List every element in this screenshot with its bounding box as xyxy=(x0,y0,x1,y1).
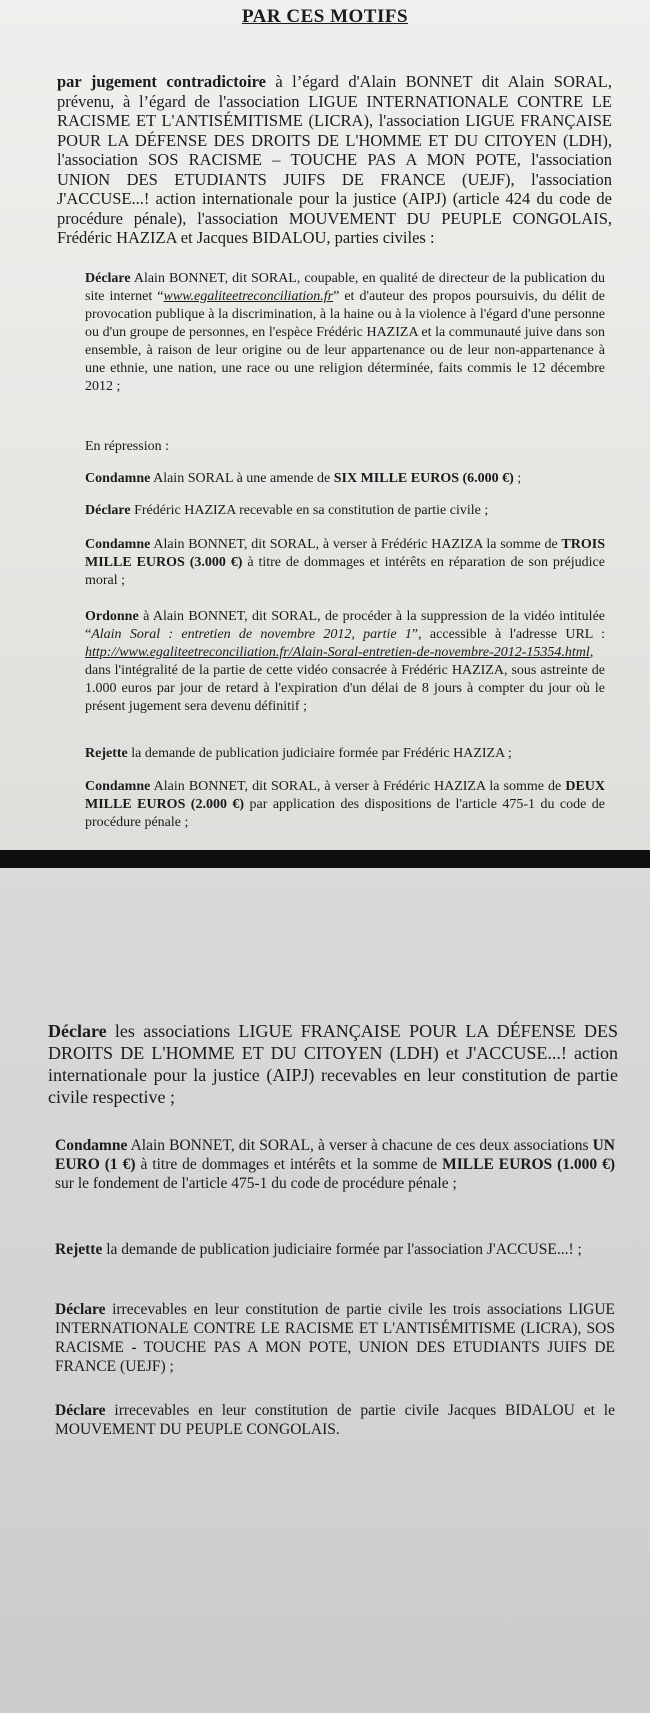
paragraph-text: , dans l'intégralité de la partie de cette vidéo consacrée à Frédéric HAZIZA, sous astreinte de 1.000 euros par jour de retard à l'expiration d'un délai de 8 jours à compter du jour où le présent jugement sera devenu définitif ; xyxy=(85,645,605,714)
declare-guilty-paragraph xyxy=(85,270,605,396)
paragraph-text: ; xyxy=(513,471,522,486)
keyword-ordonne: Ordonne xyxy=(85,609,139,624)
repression-heading: En répression : xyxy=(85,439,169,454)
damages-amount: TROIS MILLE EUROS (3.000 €) xyxy=(85,537,605,570)
keyword-declare: Déclare xyxy=(85,271,131,286)
keyword-condamne: Condamne xyxy=(85,537,151,552)
paragraph-text: Alain BONNET, dit SORAL, à verser à Frédéric HAZIZA la somme de xyxy=(150,779,566,794)
paragraph-text: irrecevables en leur constitution de partie civile les trois associations LIGUE INTERNATIONALE CONTRE LE RACISME ET L'ANTISÉMITISME (LICRA), SOS RACISME - TOUCHE PAS A MON POTE, UNION DES ETUDIANTS JUIFS DE FRANCE (UEJF) ; xyxy=(55,1301,615,1375)
keyword-declare: Déclare xyxy=(85,503,131,518)
video-title: Alain Soral : entretien de novembre 2012, partie 1 xyxy=(91,627,412,642)
judgment-page-2 xyxy=(0,868,650,1713)
paragraph-text: la demande de publication judiciaire formée par l'association J'ACCUSE...! ; xyxy=(102,1241,582,1258)
condamne-costs-paragraph xyxy=(85,778,605,832)
page-separator xyxy=(0,850,650,868)
paragraph-text: par application des dispositions de l'article 475-1 du code de procédure pénale ; xyxy=(85,797,606,830)
site-link[interactable]: www.egaliteetreconciliation.fr xyxy=(163,289,334,304)
condamne-damages-paragraph xyxy=(85,536,605,590)
paragraph-text: sur le fondement de l'article 475-1 du code de procédure pénale ; xyxy=(55,1175,457,1192)
section-title: PAR CES MOTIFS xyxy=(241,6,409,27)
paragraph-text: à Alain BONNET, dit SORAL, de procéder à la suppression de la vidéo intitulée “ xyxy=(85,609,605,642)
keyword-declare: Déclare xyxy=(55,1402,106,1419)
keyword-condamne: Condamne xyxy=(55,1137,128,1154)
condamne-associations-paragraph xyxy=(55,1136,615,1193)
fine-amount: SIX MILLE EUROS (6.000 €) xyxy=(333,471,514,486)
thousand-euro-amount: MILLE EUROS (1.000 €) xyxy=(442,1156,615,1173)
one-euro-amount: UN EURO (1 €) xyxy=(55,1137,615,1173)
paragraph-text: irrecevables en leur constitution de partie civile Jacques BIDALOU et le MOUVEMENT DU PEUPLE CONGOLAIS. xyxy=(55,1402,615,1438)
keyword-declare: Déclare xyxy=(48,1021,107,1041)
paragraph-text: Frédéric HAZIZA recevable en sa constitution de partie civile ; xyxy=(130,503,489,518)
intro-paragraph xyxy=(57,72,612,248)
paragraph-text: ”, accessible à l'adresse URL : xyxy=(411,627,606,642)
keyword-rejette: Rejette xyxy=(85,746,128,761)
declare-irrecevables-parties-paragraph xyxy=(55,1401,615,1439)
judgment-page-1 xyxy=(0,0,650,850)
paragraph-text: Alain BONNET, dit SORAL, coupable, en qualité de directeur de la publication du site internet “ xyxy=(85,271,605,304)
paragraph-text: les associations LIGUE FRANÇAISE POUR LA DÉFENSE DES DROITS DE L'HOMME ET DU CITOYEN (LDH) et J'ACCUSE...! action internationale pour la justice (AIPJ) recevables en leur constitution de partie civile respective ; xyxy=(48,1021,618,1107)
declare-receivable-associations-paragraph xyxy=(48,1020,618,1108)
keyword-rejette: Rejette xyxy=(55,1241,103,1258)
paragraph-text: Alain BONNET, dit SORAL, à verser à Frédéric HAZIZA la somme de xyxy=(150,537,562,552)
paragraph-text: à titre de dommages et intérêts et la somme de xyxy=(135,1156,443,1173)
intro-lead: par jugement contradictoire xyxy=(57,72,266,91)
ordonne-paragraph xyxy=(85,608,605,716)
paragraph-text: la demande de publication judiciaire formée par Frédéric HAZIZA ; xyxy=(127,746,512,761)
paragraph-text: Alain BONNET, dit SORAL, à verser à chacune de ces deux associations xyxy=(127,1137,593,1154)
costs-amount: DEUX MILLE EUROS (2.000 €) xyxy=(85,779,605,812)
declare-irrecevables-associations-paragraph xyxy=(55,1300,615,1376)
paragraph-text: ” et d'auteur des propos poursuivis, du délit de provocation publique à la discrimination, à la haine ou à la violence à l'égard d'une personne ou d'un groupe de personnes, en l'espèce Frédéric HAZIZA et la communauté juive dans son ensemble, à raison de leur origine ou de leur appartenance ou de leur non-appartenance à une ethnie, une nation, une race ou une religion déterminée, faits commis le 12 décembre 2012 ; xyxy=(85,289,606,394)
rejette-paragraph xyxy=(85,745,605,763)
video-url-link[interactable]: http://www.egaliteetreconciliation.fr/Alain-Soral-entretien-de-novembre-2012-15354.html xyxy=(85,645,590,660)
intro-text: à l’égard d'Alain BONNET dit Alain SORAL, prévenu, à l’égard de l'association LIGUE INTERNATIONALE CONTRE LE RACISME ET L'ANTISÉMITISME (LICRA), l'association LIGUE FRANÇAISE POUR LA DÉFENSE DES DROITS DE L'HOMME ET DU CITOYEN (LDH), l'association SOS RACISME – TOUCHE PAS A MON POTE, l'association UNION DES ETUDIANTS JUIFS DE FRANCE (UEJF), l'association J'ACCUSE...! action internationale pour la justice (AIPJ) (article 424 du code de procédure pénale), l'association MOUVEMENT DU PEUPLE CONGOLAIS, Frédéric HAZIZA et Jacques BIDALOU, parties civiles : xyxy=(57,72,612,247)
keyword-declare: Déclare xyxy=(55,1301,106,1318)
paragraph-text: Alain SORAL à une amende de xyxy=(150,471,334,486)
condamne-fine-paragraph xyxy=(85,470,605,488)
declare-receivable-paragraph xyxy=(85,502,605,520)
paragraph-text: à titre de dommages et intérêts en réparation de son préjudice moral ; xyxy=(85,555,605,588)
keyword-condamne: Condamne xyxy=(85,471,151,486)
rejette-jaccuse-paragraph xyxy=(55,1240,615,1259)
keyword-condamne: Condamne xyxy=(85,779,151,794)
